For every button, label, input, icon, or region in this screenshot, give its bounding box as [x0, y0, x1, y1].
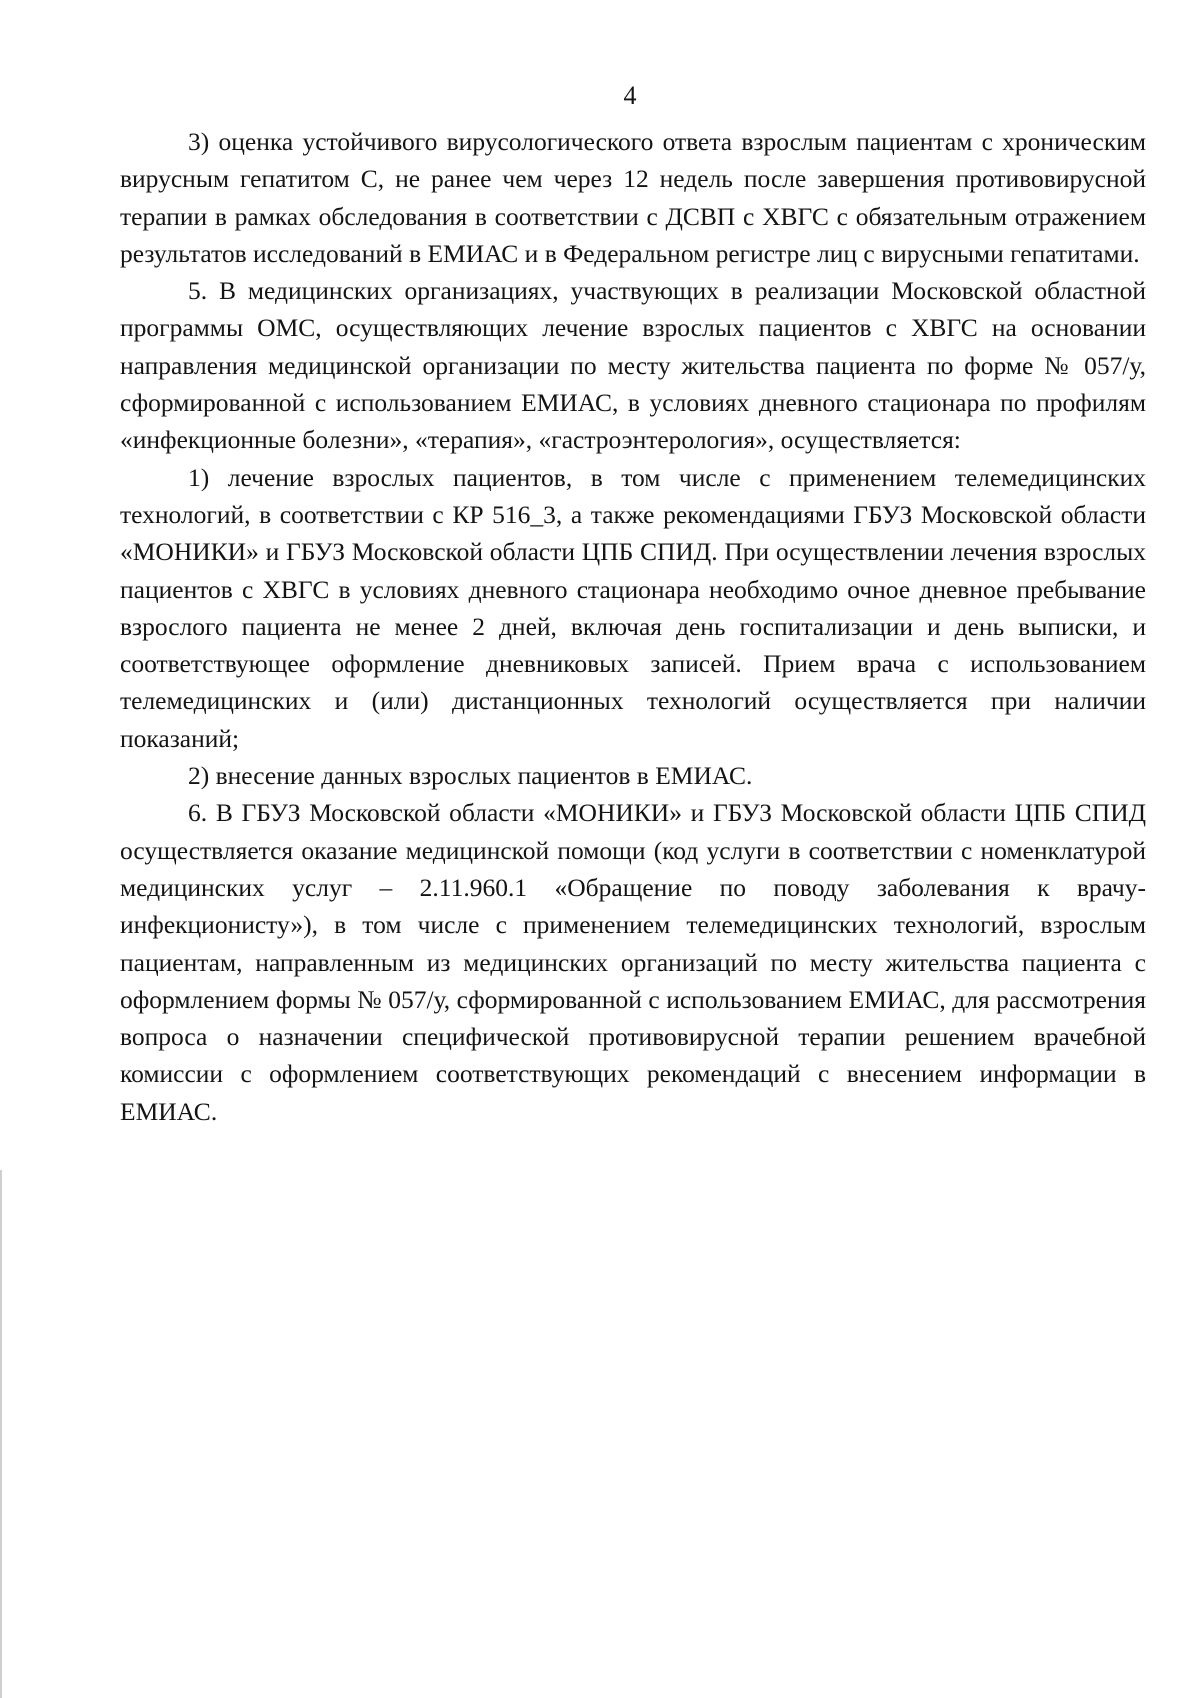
paragraph-item-1: 1) лечение взрослых пациентов, в том числе с применением телемедицинских технологий, в соответствии с КР 516_3, а также рекомендациями ГБУЗ Московской области «МОНИКИ» и ГБУЗ Московской области ЦПБ СПИД. При осуществлении лечения взрослых пациентов с ХВГС в условиях дневного стационара необходимо очное дневное пребывание взрослого пациента не менее 2 дней, включая день госпитализации и день выписки, и соответствующее оформление дневниковых записей. Прием врача с использованием телемедицинских и (или) дистанционных технологий осуществляется при наличии показаний;: [120, 462, 1146, 753]
scan-edge-line: [0, 1170, 2, 1698]
page-number: 4: [623, 81, 637, 110]
document-body: [120, 123, 1146, 1130]
paragraph-item-2: 2) внесение данных взрослых пациентов в ЕМИАС.: [188, 761, 753, 791]
paragraph-item-3: 3) оценка устойчивого вирусологического ответа взрослым пациентам с хроническим вирусным гепатитом С, не ранее чем через 12 недель после завершения противовирусной терапии в рамках обследования в соответствии с ДСВП с ХВГС с обязательным отражением результатов исследований в ЕМИАС и в Федеральном регистре лиц с вирусными гепатитами.: [120, 127, 1146, 268]
paragraph-section-6: 6. В ГБУЗ Московской области «МОНИКИ» и ГБУЗ Московской области ЦПБ СПИД осуществляется оказание медицинской помощи (код услуги в соответствии с номенклатурой медицинских услуг – 2.11.960.1 «Обращение по поводу заболевания к врачу-инфекционисту»), в том числе с применением телемедицинских технологий, взрослым пациентам, направленным из медицинских организаций по месту жительства пациента с оформлением формы № 057/у, сформированной с использованием ЕМИАС, для рассмотрения вопроса о назначении специфической противовирусной терапии решением врачебной комиссии с оформлением соответствующих рекомендаций с внесением информации в ЕМИАС.: [120, 798, 1146, 1126]
paragraph-section-5: 5. В медицинских организациях, участвующих в реализации Московской областной программы ОМС, осуществляющих лечение взрослых пациентов с ХВГС на основании направления медицинской организации по месту жительства пациента по форме № 057/у, сформированной с использованием ЕМИАС, в условиях дневного стационара по профилям «инфекционные болезни», «терапия», «гастроэнтерология», осуществляется:: [120, 276, 1146, 455]
